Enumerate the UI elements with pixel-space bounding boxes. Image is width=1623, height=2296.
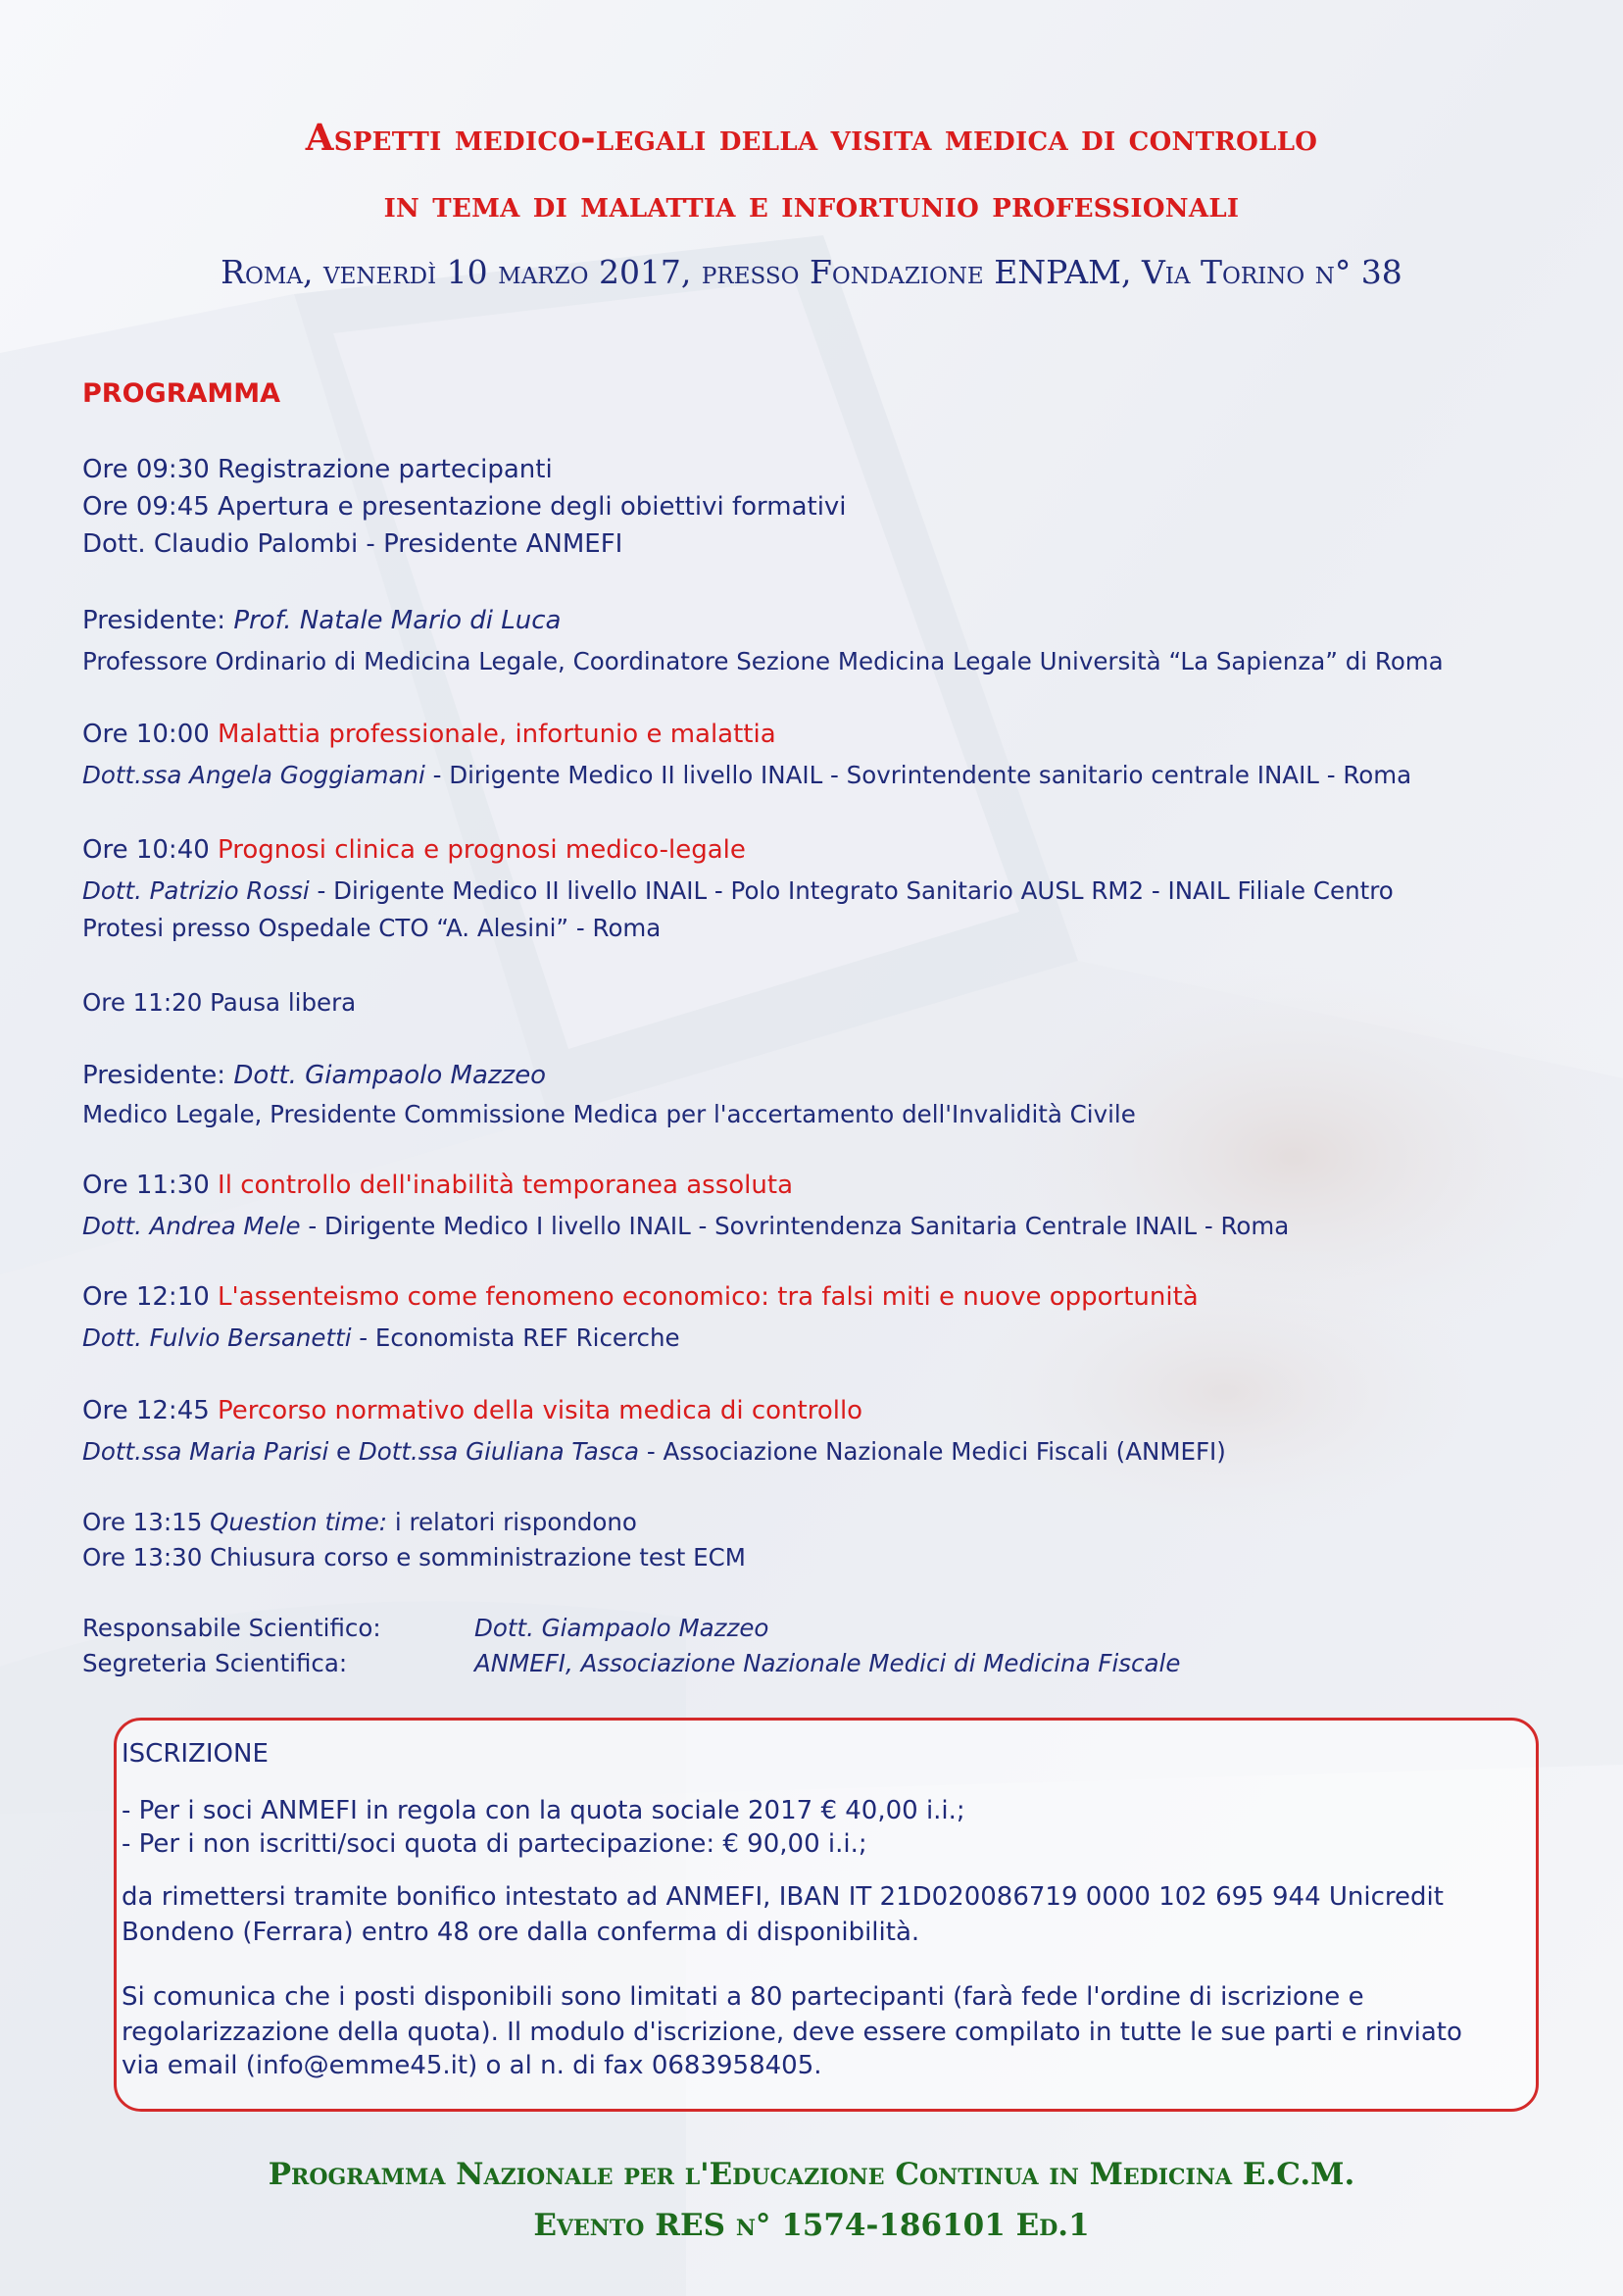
session2-speaker-name: Dott. Patrizio Rossi	[82, 876, 310, 905]
session4-speaker-role: - Economista REF Ricerche	[351, 1323, 680, 1352]
session3-speaker-name: Dott. Andrea Mele	[82, 1212, 301, 1240]
scientific-secretariat-value: ANMEFI, Associazione Nazionale Medici di Medicina Fiscale	[474, 1649, 1181, 1677]
session4-speaker	[82, 1323, 680, 1352]
session2-time: Ore 10:40	[82, 835, 219, 865]
fee-nonmembers: - Per i non iscritti/soci quota di partecipazione: € 90,00 i.i.;	[122, 1829, 867, 1859]
session2-speaker	[82, 876, 1394, 905]
event-title-line2: in tema di malattia e infortunio professionali	[383, 182, 1240, 225]
session3-time: Ore 11:30	[82, 1171, 219, 1200]
session1-speaker-name: Dott.ssa Angela Goggiamani	[82, 761, 425, 789]
session1-speaker	[82, 761, 1411, 789]
session3	[82, 1171, 793, 1200]
chair2-name: Dott. Giampaolo Mazzeo	[233, 1061, 547, 1090]
chair1-label: Presidente:	[82, 606, 234, 635]
payment-line1: da rimettersi tramite bonifico intestato ad ANMEFI, IBAN IT 21D020086719 0000 102 695 944 Unicredit	[122, 1882, 1444, 1912]
break-item: Ore 11:20 Pausa libera	[82, 988, 357, 1017]
question-time-rest: i relatori rispondono	[387, 1508, 637, 1536]
session1	[82, 720, 776, 749]
event-location-date: Roma, venerdì 10 marzo 2017, presso Fondazione ENPAM, Via Torino n° 38	[221, 253, 1402, 291]
session5	[82, 1396, 862, 1425]
session1-speaker-role: - Dirigente Medico II livello INAIL - Sovrintendente sanitario centrale INAIL - Roma	[424, 761, 1412, 789]
note-line1: Si comunica che i posti disponibili sono limitati a 80 partecipanti (farà fede l'ordine di iscrizione e	[122, 1982, 1364, 2012]
session2-speaker-role-cont: Protesi presso Ospedale CTO “A. Alesini” - Roma	[82, 914, 662, 942]
session3-title: Il controllo dell'inabilità temporanea assoluta	[218, 1171, 794, 1200]
opening-speaker: Dott. Claudio Palombi - Presidente ANMEFI	[82, 529, 623, 559]
question-time	[82, 1508, 637, 1536]
session4-speaker-name: Dott. Fulvio Bersanetti	[82, 1323, 352, 1352]
session5-speaker2: Dott.ssa Giuliana Tasca	[358, 1437, 640, 1466]
fee-members: - Per i soci ANMEFI in regola con la quota sociale 2017 € 40,00 i.i.;	[122, 1796, 965, 1825]
session5-speakers	[82, 1437, 1226, 1466]
ecm-program-line: Programma Nazionale per l'Educazione Continua in Medicina E.C.M.	[268, 2157, 1355, 2192]
session2-title: Prognosi clinica e prognosi medico-legale	[218, 835, 746, 865]
chair2-label: Presidente:	[82, 1061, 234, 1090]
closing-item: Ore 13:30 Chiusura corso e somministrazione test ECM	[82, 1543, 746, 1572]
question-time-label: Question time:	[210, 1508, 388, 1536]
session5-role: - Associazione Nazionale Medici Fiscali (ANMEFI)	[639, 1437, 1226, 1466]
session1-time: Ore 10:00	[82, 720, 219, 749]
chair1-role: Professore Ordinario di Medicina Legale, Coordinatore Sezione Medicina Legale Università “La Sapienza” di Roma	[82, 647, 1444, 675]
payment-line2: Bondeno (Ferrara) entro 48 ore dalla conferma di disponibilità.	[122, 1918, 920, 1947]
session5-time: Ore 12:45	[82, 1396, 219, 1425]
scientific-secretariat-label: Segreteria Scientifica:	[82, 1649, 348, 1677]
scientific-lead-label: Responsabile Scientifico:	[82, 1614, 381, 1642]
registration-heading: ISCRIZIONE	[122, 1739, 269, 1769]
registration-item: Ore 09:30 Registrazione partecipanti	[82, 455, 553, 484]
session4-title: L'assenteismo come fenomeno economico: tra falsi miti e nuove opportunità	[218, 1282, 1199, 1312]
session3-speaker	[82, 1212, 1289, 1240]
note-line2: regolarizzazione della quota). Il modulo d'iscrizione, deve essere compilato in tutte le sue parti e rinviato	[122, 2018, 1462, 2047]
question-time-time: Ore 13:15	[82, 1508, 211, 1536]
chair2	[82, 1061, 546, 1090]
event-title-line1: Aspetti medico-legali della visita medica di controllo	[305, 116, 1318, 159]
session5-speaker1: Dott.ssa Maria Parisi	[82, 1437, 329, 1466]
chair1-name: Prof. Natale Mario di Luca	[233, 606, 562, 635]
chair1	[82, 606, 561, 635]
scientific-lead-value: Dott. Giampaolo Mazzeo	[474, 1614, 769, 1642]
program-heading: PROGRAMMA	[82, 378, 281, 409]
chair2-role: Medico Legale, Presidente Commissione Medica per l'accertamento dell'Invalidità Civile	[82, 1100, 1136, 1128]
note-line3: via email (info@emme45.it) o al n. di fax 0683958405.	[122, 2051, 822, 2080]
opening-item: Ore 09:45 Apertura e presentazione degli obiettivi formativi	[82, 492, 847, 522]
session1-title: Malattia professionale, infortunio e malattia	[218, 720, 776, 749]
session5-title: Percorso normativo della visita medica di controllo	[218, 1396, 863, 1425]
session2-speaker-role: - Dirigente Medico II livello INAIL - Polo Integrato Sanitario AUSL RM2 - INAIL Filiale Centro	[309, 876, 1394, 905]
session4	[82, 1282, 1199, 1312]
session2	[82, 835, 746, 865]
session4-time: Ore 12:10	[82, 1282, 219, 1312]
ecm-event-line: Evento RES n° 1574-186101 Ed.1	[533, 2208, 1090, 2243]
session3-speaker-role: - Dirigente Medico I livello INAIL - Sovrintendenza Sanitaria Centrale INAIL - Roma	[300, 1212, 1290, 1240]
session5-and: e	[328, 1437, 359, 1466]
